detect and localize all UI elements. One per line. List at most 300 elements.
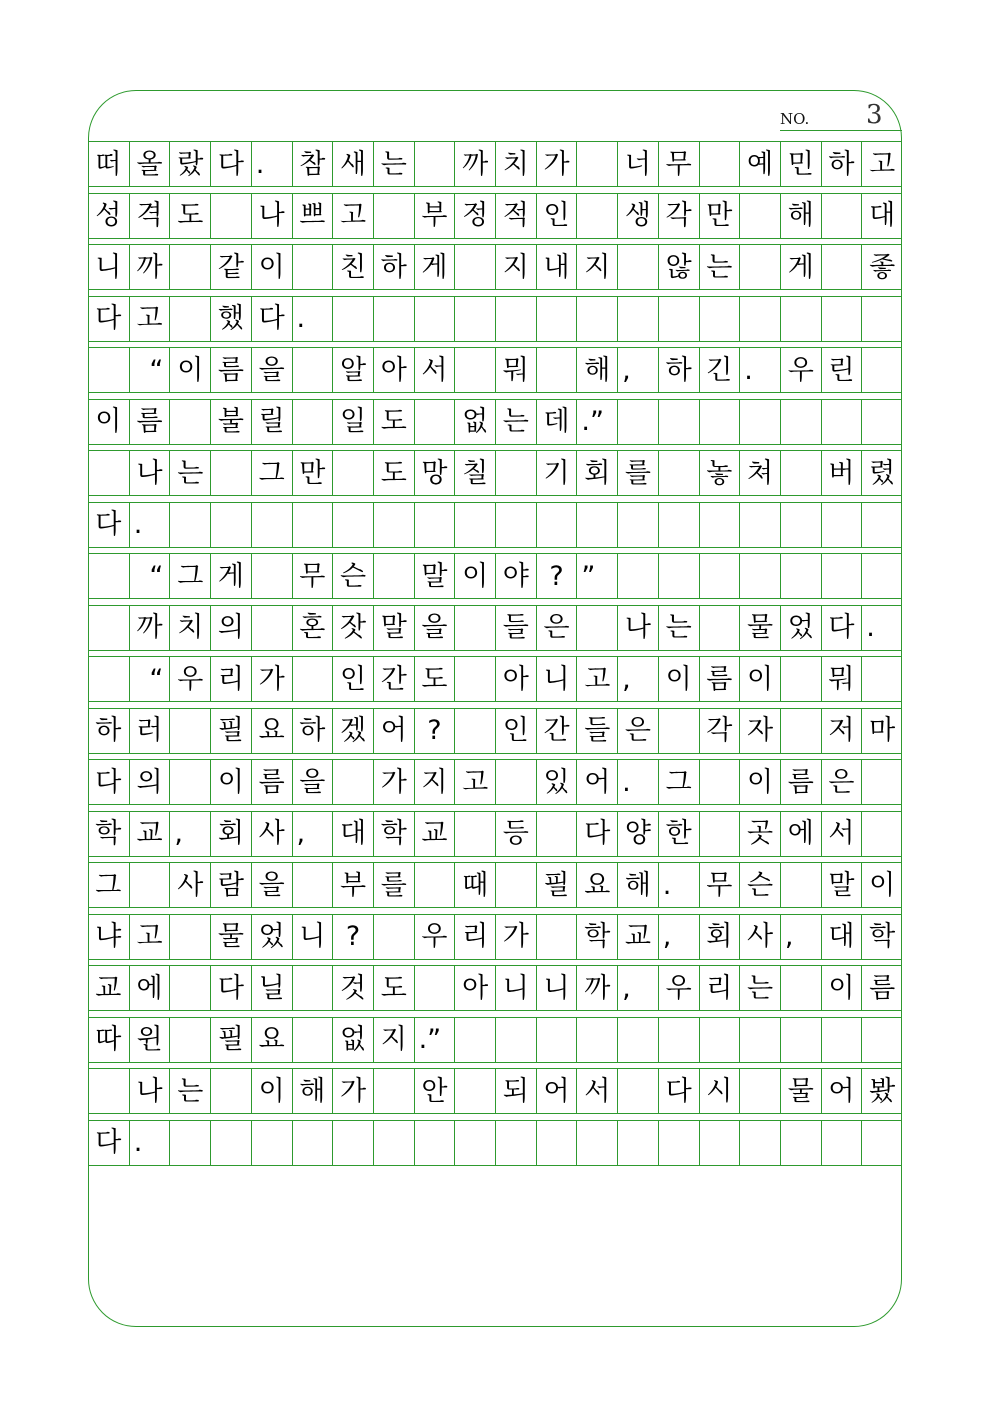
page-number-label: NO. <box>780 110 810 128</box>
grid-cell: 린 <box>821 348 862 392</box>
grid-cell: 만 <box>292 451 333 495</box>
grid-cell: . <box>861 606 902 650</box>
grid-cell: 같 <box>210 245 251 289</box>
grid-cell: 아 <box>495 657 536 701</box>
grid-cell <box>88 348 129 392</box>
grid-cell <box>780 554 821 598</box>
grid-cell <box>576 194 617 238</box>
grid-cell: 그 <box>95 869 122 901</box>
grid-cell: 지 <box>414 760 455 804</box>
grid-cell <box>821 503 862 547</box>
grid-cell: 없 <box>332 1018 373 1062</box>
grid-cell: 어 <box>373 709 414 753</box>
grid-cell <box>495 297 536 341</box>
grid-cell <box>414 966 455 1010</box>
grid-cell: 필 <box>210 1018 251 1062</box>
grid-cell <box>373 554 414 598</box>
grid-cell: 우 <box>780 348 821 392</box>
grid-cell: 쳐 <box>739 451 780 495</box>
grid-cell <box>658 451 699 495</box>
grid-cell: . <box>292 297 333 341</box>
grid-cell: , <box>617 966 658 1010</box>
grid-cell: 는 <box>169 451 210 495</box>
grid-cell: 너 <box>617 142 658 186</box>
grid-cell: 게 <box>780 245 821 289</box>
grid-cell <box>454 297 495 341</box>
grid-cell: 름 <box>861 966 902 1010</box>
grid-cell: 리 <box>210 657 251 701</box>
grid-cell <box>251 503 292 547</box>
grid-cell <box>739 1121 780 1165</box>
grid-cell: “ <box>129 554 170 598</box>
grid-cell <box>576 297 617 341</box>
grid-cell: . <box>658 863 699 907</box>
grid-cell <box>699 606 740 650</box>
grid-cell: 무 <box>658 142 699 186</box>
grid-cell <box>292 503 333 547</box>
grid-cell: 의 <box>129 760 170 804</box>
grid-cell: 을 <box>292 760 333 804</box>
grid-cell <box>739 297 780 341</box>
grid-cell: 나 <box>251 194 292 238</box>
grid-cell: 는 <box>495 400 536 444</box>
grid-cell <box>454 812 495 856</box>
grid-cell: 교 <box>95 972 122 1004</box>
grid-cell: , <box>658 915 699 959</box>
grid-cell <box>617 400 658 444</box>
grid-cell: 를 <box>617 451 658 495</box>
grid-cell <box>292 348 333 392</box>
grid-cell: 나 <box>129 451 170 495</box>
grid-cell: 니 <box>292 915 333 959</box>
grid-cell: 가 <box>251 657 292 701</box>
grid-cell <box>169 503 210 547</box>
grid-cell: 치 <box>495 142 536 186</box>
grid-cell <box>658 503 699 547</box>
grid-cell: .” <box>414 1018 455 1062</box>
grid-cell: 따 <box>95 1024 122 1055</box>
grid-cell: 말 <box>414 554 455 598</box>
grid-cell: 고 <box>332 194 373 238</box>
grid-cell: 않 <box>658 245 699 289</box>
grid-cell <box>821 245 862 289</box>
grid-cell: 무 <box>699 863 740 907</box>
grid-cell: 고 <box>861 142 902 186</box>
grid-row <box>88 399 902 445</box>
grid-cell: 사 <box>251 812 292 856</box>
grid-cell: 각 <box>658 194 699 238</box>
grid-cell: 슨 <box>739 863 780 907</box>
grid-cell: 지 <box>576 245 617 289</box>
grid-cell: 뭐 <box>821 657 862 701</box>
grid-cell: 렸 <box>861 451 902 495</box>
grid-cell <box>454 709 495 753</box>
grid-row <box>88 1068 902 1114</box>
grid-cell: 적 <box>495 194 536 238</box>
grid-cell <box>739 1069 780 1113</box>
grid-cell: 필 <box>210 709 251 753</box>
grid-cell: 교 <box>414 812 455 856</box>
grid-cell: 고 <box>129 297 170 341</box>
grid-cell <box>576 503 617 547</box>
grid-cell: 도 <box>169 194 210 238</box>
grid-cell: 슨 <box>332 554 373 598</box>
grid-cell: 대 <box>861 194 902 238</box>
grid-cell <box>292 863 333 907</box>
grid-cell: , <box>169 812 210 856</box>
grid-cell: 가 <box>536 142 577 186</box>
grid-cell <box>861 657 902 701</box>
grid-cell <box>373 1121 414 1165</box>
grid-cell: 가 <box>332 1069 373 1113</box>
grid-cell: 고 <box>129 915 170 959</box>
grid-cell <box>169 1018 210 1062</box>
grid-cell: “ <box>129 348 170 392</box>
grid-cell: 인 <box>536 194 577 238</box>
grid-cell: 을 <box>251 863 292 907</box>
grid-cell: 서 <box>821 812 862 856</box>
grid-row <box>88 141 902 187</box>
grid-cell <box>821 1121 862 1165</box>
grid-cell: 해 <box>292 1069 333 1113</box>
grid-cell <box>658 554 699 598</box>
grid-cell: 까 <box>454 142 495 186</box>
grid-row <box>88 450 902 496</box>
grid-cell: 어 <box>536 1069 577 1113</box>
grid-cell: 혼 <box>292 606 333 650</box>
grid-cell <box>617 554 658 598</box>
grid-cell: .” <box>576 400 617 444</box>
grid-cell: 도 <box>373 400 414 444</box>
grid-cell <box>454 606 495 650</box>
grid-cell: 격 <box>129 194 170 238</box>
grid-cell: 친 <box>332 245 373 289</box>
grid-cell <box>780 297 821 341</box>
grid-cell <box>536 503 577 547</box>
grid-row <box>88 965 902 1011</box>
grid-row <box>88 244 902 290</box>
grid-cell <box>495 1018 536 1062</box>
grid-cell: 말 <box>821 863 862 907</box>
grid-cell <box>454 503 495 547</box>
grid-cell: 교 <box>129 812 170 856</box>
grid-cell: 서 <box>414 348 455 392</box>
grid-cell <box>414 503 455 547</box>
grid-cell <box>169 966 210 1010</box>
grid-cell: 지 <box>373 1018 414 1062</box>
grid-cell <box>780 657 821 701</box>
grid-cell: 다 <box>821 606 862 650</box>
grid-cell: 물 <box>210 915 251 959</box>
grid-cell: 그 <box>251 451 292 495</box>
grid-cell: 름 <box>699 657 740 701</box>
grid-cell: 을 <box>414 606 455 650</box>
grid-cell: 일 <box>332 400 373 444</box>
grid-cell: 하 <box>821 142 862 186</box>
grid-cell: 칠 <box>454 451 495 495</box>
grid-cell <box>495 1121 536 1165</box>
grid-cell <box>536 1018 577 1062</box>
grid-cell: . <box>739 348 780 392</box>
grid-cell: 회 <box>576 451 617 495</box>
grid-cell: 이 <box>821 966 862 1010</box>
grid-cell: 서 <box>576 1069 617 1113</box>
grid-cell: 다 <box>95 303 122 334</box>
grid-cell: 는 <box>373 142 414 186</box>
grid-cell <box>210 451 251 495</box>
grid-cell <box>617 1069 658 1113</box>
grid-cell <box>210 503 251 547</box>
grid-cell: 이 <box>739 760 780 804</box>
grid-cell <box>739 194 780 238</box>
grid-cell: 물 <box>739 606 780 650</box>
grid-cell: 도 <box>373 451 414 495</box>
grid-cell <box>292 1121 333 1165</box>
grid-cell <box>699 503 740 547</box>
grid-cell <box>88 657 129 701</box>
grid-cell: 가 <box>373 760 414 804</box>
grid-cell <box>332 760 373 804</box>
grid-row <box>88 759 902 805</box>
grid-cell: 에 <box>129 966 170 1010</box>
grid-cell <box>821 194 862 238</box>
grid-cell: 나 <box>129 1069 170 1113</box>
grid-cell <box>576 142 617 186</box>
grid-row <box>88 502 902 548</box>
grid-cell: 자 <box>739 709 780 753</box>
grid-cell <box>658 297 699 341</box>
grid-cell: 람 <box>210 863 251 907</box>
grid-cell: 치 <box>169 606 210 650</box>
grid-cell: 랐 <box>169 142 210 186</box>
grid-cell <box>617 503 658 547</box>
grid-cell: 필 <box>536 863 577 907</box>
grid-cell: 긴 <box>699 348 740 392</box>
grid-cell: 대 <box>332 812 373 856</box>
grid-cell <box>617 1121 658 1165</box>
grid-cell <box>129 863 170 907</box>
grid-cell <box>739 1018 780 1062</box>
grid-cell: 때 <box>454 863 495 907</box>
grid-cell: 이 <box>658 657 699 701</box>
grid-cell: 다 <box>576 812 617 856</box>
grid-cell <box>169 400 210 444</box>
grid-cell: 을 <box>251 348 292 392</box>
grid-cell <box>536 812 577 856</box>
grid-cell: 었 <box>780 606 821 650</box>
grid-cell <box>536 1121 577 1165</box>
grid-cell <box>699 1121 740 1165</box>
grid-cell <box>821 554 862 598</box>
grid-cell: 쁘 <box>292 194 333 238</box>
grid-cell <box>861 812 902 856</box>
grid-cell: , <box>617 657 658 701</box>
grid-cell <box>454 348 495 392</box>
grid-cell <box>169 297 210 341</box>
grid-cell: 새 <box>332 142 373 186</box>
grid-cell: . <box>251 142 292 186</box>
grid-cell: 간 <box>373 657 414 701</box>
grid-cell: 도 <box>373 966 414 1010</box>
grid-cell: 이 <box>251 1069 292 1113</box>
grid-cell <box>169 245 210 289</box>
grid-cell: 야 <box>495 554 536 598</box>
grid-cell: 름 <box>210 348 251 392</box>
grid-cell: 데 <box>536 400 577 444</box>
grid-cell: 간 <box>536 709 577 753</box>
grid-cell: ? <box>414 709 455 753</box>
grid-cell <box>780 400 821 444</box>
grid-cell <box>861 1121 902 1165</box>
grid-cell: 안 <box>414 1069 455 1113</box>
grid-cell: 었 <box>251 915 292 959</box>
grid-cell <box>414 400 455 444</box>
grid-cell: 윈 <box>129 1018 170 1062</box>
grid-cell: 저 <box>821 709 862 753</box>
grid-cell: 해 <box>617 863 658 907</box>
grid-cell: 은 <box>536 606 577 650</box>
grid-cell: 말 <box>373 606 414 650</box>
grid-cell <box>251 554 292 598</box>
grid-cell: 다 <box>658 1069 699 1113</box>
grid-cell: 닐 <box>251 966 292 1010</box>
grid-cell <box>169 709 210 753</box>
grid-cell: 마 <box>861 709 902 753</box>
grid-row <box>88 193 902 239</box>
grid-cell <box>861 348 902 392</box>
grid-cell <box>536 348 577 392</box>
grid-cell: 교 <box>617 915 658 959</box>
grid-cell <box>373 915 414 959</box>
grid-cell: 다 <box>210 966 251 1010</box>
grid-cell <box>821 1018 862 1062</box>
grid-cell <box>495 760 536 804</box>
grid-cell: 예 <box>739 142 780 186</box>
grid-cell <box>699 554 740 598</box>
grid-cell: 름 <box>129 400 170 444</box>
grid-cell: 것 <box>332 966 373 1010</box>
grid-cell <box>536 915 577 959</box>
grid-cell: 좋 <box>861 245 902 289</box>
grid-cell: 학 <box>576 915 617 959</box>
grid-row <box>88 914 902 960</box>
grid-cell <box>292 245 333 289</box>
grid-cell: 만 <box>699 194 740 238</box>
grid-cell: , <box>617 348 658 392</box>
grid-cell <box>169 915 210 959</box>
grid-cell: 니 <box>536 657 577 701</box>
grid-cell: 름 <box>251 760 292 804</box>
grid-cell <box>780 863 821 907</box>
grid-cell: 불 <box>210 400 251 444</box>
grid-cell: 각 <box>699 709 740 753</box>
grid-cell: 요 <box>576 863 617 907</box>
grid-cell: 학 <box>95 818 122 849</box>
grid-cell <box>373 297 414 341</box>
grid-cell: 무 <box>292 554 333 598</box>
grid-cell <box>169 760 210 804</box>
grid-cell: 우 <box>414 915 455 959</box>
grid-cell: 사 <box>739 915 780 959</box>
grid-cell <box>332 297 373 341</box>
grid-cell: 뭐 <box>495 348 536 392</box>
grid-cell <box>699 400 740 444</box>
grid-cell: 하 <box>292 709 333 753</box>
grid-cell: 니 <box>536 966 577 1010</box>
grid-cell <box>454 245 495 289</box>
grid-cell: 이 <box>210 760 251 804</box>
grid-cell: 회 <box>210 812 251 856</box>
grid-cell: 놓 <box>699 451 740 495</box>
grid-cell: 어 <box>576 760 617 804</box>
grid-cell <box>780 1018 821 1062</box>
grid-cell: 이 <box>861 863 902 907</box>
grid-cell: 민 <box>780 142 821 186</box>
grid-cell <box>699 142 740 186</box>
grid-cell: 요 <box>251 709 292 753</box>
grid-cell: ? <box>332 915 373 959</box>
grid-cell <box>454 1018 495 1062</box>
grid-cell: 의 <box>210 606 251 650</box>
grid-cell <box>495 503 536 547</box>
grid-cell: 다 <box>95 1127 122 1158</box>
grid-row <box>88 1017 902 1063</box>
grid-cell: 회 <box>699 915 740 959</box>
grid-cell <box>495 863 536 907</box>
grid-cell: 지 <box>495 245 536 289</box>
grid-cell: 버 <box>821 451 862 495</box>
grid-cell: 한 <box>658 812 699 856</box>
grid-cell <box>576 1121 617 1165</box>
grid-cell: . <box>617 760 658 804</box>
grid-cell: 들 <box>576 709 617 753</box>
grid-cell <box>373 1069 414 1113</box>
grid-cell: 이 <box>95 406 122 437</box>
grid-cell: 까 <box>129 606 170 650</box>
grid-cell <box>861 503 902 547</box>
grid-cell <box>699 760 740 804</box>
grid-cell: 양 <box>617 812 658 856</box>
grid-cell: 나 <box>617 606 658 650</box>
grid-cell: 없 <box>454 400 495 444</box>
grid-cell <box>169 1121 210 1165</box>
grid-cell <box>88 554 129 598</box>
grid-cell <box>739 245 780 289</box>
grid-cell <box>495 451 536 495</box>
grid-cell: , <box>780 915 821 959</box>
grid-cell: 기 <box>536 451 577 495</box>
grid-cell: 대 <box>821 915 862 959</box>
grid-cell: 까 <box>129 245 170 289</box>
grid-cell <box>251 606 292 650</box>
grid-cell <box>454 657 495 701</box>
grid-cell <box>454 1069 495 1113</box>
grid-row <box>88 553 902 599</box>
grid-cell: 아 <box>454 966 495 1010</box>
grid-cell: 다 <box>95 509 122 540</box>
grid-cell: 학 <box>861 915 902 959</box>
grid-cell: 잣 <box>332 606 373 650</box>
grid-cell <box>617 1018 658 1062</box>
grid-cell: 인 <box>495 709 536 753</box>
grid-cell: 다 <box>210 142 251 186</box>
grid-cell <box>658 709 699 753</box>
grid-cell: 고 <box>576 657 617 701</box>
grid-cell: 곳 <box>739 812 780 856</box>
grid-cell: 우 <box>658 966 699 1010</box>
grid-cell: 릴 <box>251 400 292 444</box>
grid-cell: 도 <box>414 657 455 701</box>
